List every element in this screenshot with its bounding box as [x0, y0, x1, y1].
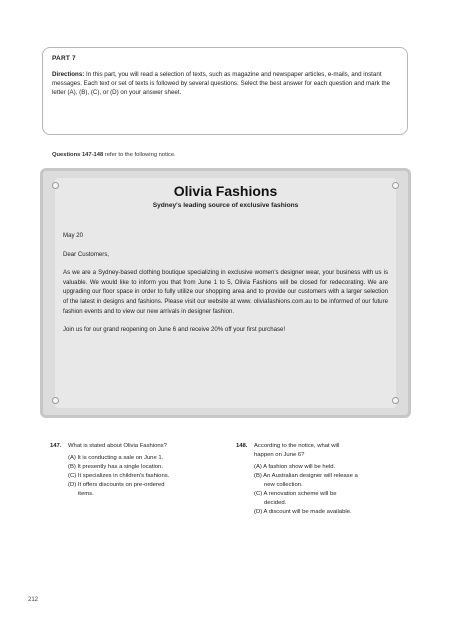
option-b-continued: new collection.: [264, 482, 303, 488]
page-number: 212: [28, 597, 39, 603]
part-title: PART 7: [52, 55, 76, 62]
question-text-line-2: happen on June 6?: [254, 452, 305, 458]
notice-date: May 20: [63, 232, 83, 239]
questions-range: Questions 147-148: [52, 152, 104, 158]
notice-board: [40, 168, 411, 418]
pin-hole-icon: [392, 397, 399, 404]
notice-body: [63, 231, 388, 344]
directions-text: [52, 70, 398, 97]
directions-box: [42, 47, 408, 135]
question-text-line-1: According to the notice, what will: [254, 443, 340, 449]
questions-ref-text: refer to the following notice.: [103, 152, 176, 158]
question-number: 147.: [50, 443, 62, 449]
notice-closing: Join us for our grand reopening on June 6 and receive 20% off your first purchase!: [63, 326, 286, 334]
option-a[interactable]: (A) It is conducting a sale on June 1.: [68, 455, 164, 461]
option-d-continued: items.: [78, 491, 94, 497]
notice-subtitle: Sydney's leading source of exclusive fashions: [152, 202, 299, 209]
option-d[interactable]: (D) A discount will be made available.: [254, 509, 352, 515]
question-147: [50, 442, 225, 512]
option-b[interactable]: (B) It presently has a single location.: [68, 464, 163, 470]
option-c-continued: decided.: [264, 500, 287, 506]
directions-body: In this part, you will read a selection of texts, such as magazine and newspaper articles, e-mails, and instant messages. Each text or set of texts is followed by several questions. Select the best answer for each question and mark the letter (A), (B), (C), or (D) on your answer sheet.: [52, 71, 391, 96]
questions-reference: [52, 152, 176, 158]
option-a[interactable]: (A) A fashion show will be held.: [254, 464, 336, 470]
option-c[interactable]: (C) It specializes in children's fashions.: [68, 473, 170, 479]
question-number: 148.: [236, 443, 248, 449]
notice-title: Olivia Fashions: [173, 183, 278, 199]
question-148: [236, 442, 416, 537]
directions-label: Directions:: [52, 71, 85, 78]
notice-greeting: Dear Customers,: [63, 250, 110, 258]
option-b[interactable]: (B) An Australian designer will release a: [254, 473, 358, 479]
option-c[interactable]: (C) A renovation scheme will be: [254, 491, 337, 497]
option-d[interactable]: (D) It offers discounts on pre-ordered: [68, 482, 165, 488]
notice-paragraph: As we are a Sydney-based clothing boutique specializing in exclusive women's designer wear, your business with us is valuable. We would like to inform you that from June 1 to 5, Olivia Fashions will be closed for redecorating. We are upgrading our floor space in order to fully utilize our shopping area and to provide our customers with a larger selection of the latest in designs and fashions. Please visit our website at www. oliviafashions.com.au to be informed of our future fashion events and to view our new arrivals in designer fashion.: [63, 269, 388, 315]
question-text: What is stated about Olivia Fashions?: [68, 443, 167, 449]
pin-hole-icon: [52, 397, 59, 404]
